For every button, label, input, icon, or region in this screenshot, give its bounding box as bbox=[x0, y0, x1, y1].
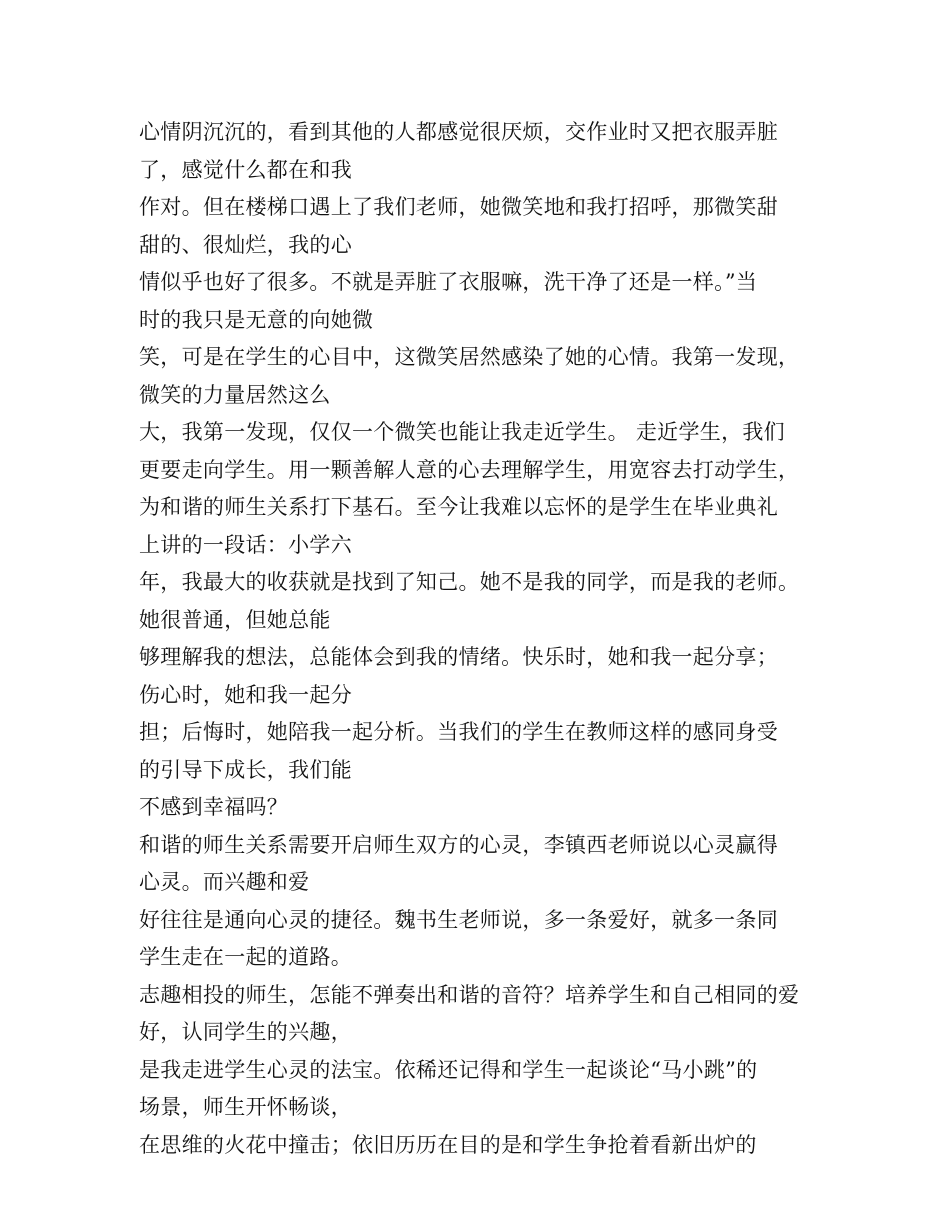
text-line: 心灵。而兴趣和爱 bbox=[139, 870, 310, 894]
text-line: 学生走在一起的道路。 bbox=[139, 945, 352, 969]
text-line: 和谐的师生关系需要开启师生双方的心灵，李镇西老师说以心灵赢得 bbox=[139, 832, 778, 857]
document-body-text bbox=[139, 114, 829, 1164]
text-line: 在思维的火花中撞击；依旧历历在目的是和学生争抢着看新出炉的 bbox=[139, 1132, 757, 1157]
text-line: 笑，可是在学生的心目中，这微笑居然感染了她的心情。我第一发现， bbox=[139, 345, 800, 369]
text-line: 更要走向学生。用一颗善解人意的心去理解学生，用宽容去打动学生， bbox=[139, 457, 800, 482]
text-line: 好往往是通向心灵的捷径。魏书生老师说，多一条爱好，就多一条同 bbox=[139, 907, 778, 932]
text-line: 情似乎也好了很多。不就是弄脏了衣服嘛，洗干净了还是一样。”当 bbox=[139, 270, 758, 294]
text-line: 了，感觉什么都在和我 bbox=[139, 157, 352, 182]
text-line: 伤心时，她和我一起分 bbox=[139, 682, 352, 707]
text-line: 她很普通，但她总能 bbox=[139, 607, 331, 632]
text-line: 心情阴沉沉的，看到其他的人都感觉很厌烦，交作业时又把衣服弄脏 bbox=[139, 120, 778, 144]
text-line: 是我走进学生心灵的法宝。依稀还记得和学生一起谈论“马小跳”的 bbox=[139, 1057, 758, 1082]
text-line: 够理解我的想法，总能体会到我的情绪。快乐时，她和我一起分享； bbox=[139, 645, 778, 669]
text-line: 大，我第一发现，仅仅一个微笑也能让我走近学生。 走近学生，我们 bbox=[139, 420, 785, 444]
text-line: 为和谐的师生关系打下基石。至今让我难以忘怀的是学生在毕业典礼 bbox=[139, 495, 778, 519]
text-line: 好，认同学生的兴趣， bbox=[139, 1020, 352, 1044]
text-line: 志趣相投的师生，怎能不弹奏出和谐的音符？培养学生和自己相同的爱 bbox=[139, 982, 800, 1007]
text-line: 时的我只是无意的向她微 bbox=[139, 307, 374, 332]
text-line: 担；后悔时，她陪我一起分析。当我们的学生在教师这样的感同身受 bbox=[139, 720, 778, 744]
text-line: 场景，师生开怀畅谈， bbox=[139, 1095, 352, 1119]
text-line: 作对。但在楼梯口遇上了我们老师，她微笑地和我打招呼，那微笑甜 bbox=[139, 195, 778, 219]
text-line: 上讲的一段话：小学六 bbox=[139, 532, 352, 557]
text-line: 微笑的力量居然这么 bbox=[139, 382, 331, 407]
text-line: 甜的、很灿烂，我的心 bbox=[139, 232, 352, 257]
text-line: 年，我最大的收获就是找到了知己。她不是我的同学，而是我的老师。 bbox=[139, 570, 800, 594]
text-line: 不感到幸福吗？ bbox=[139, 795, 289, 819]
text-line: 的引导下成长，我们能 bbox=[139, 757, 352, 782]
